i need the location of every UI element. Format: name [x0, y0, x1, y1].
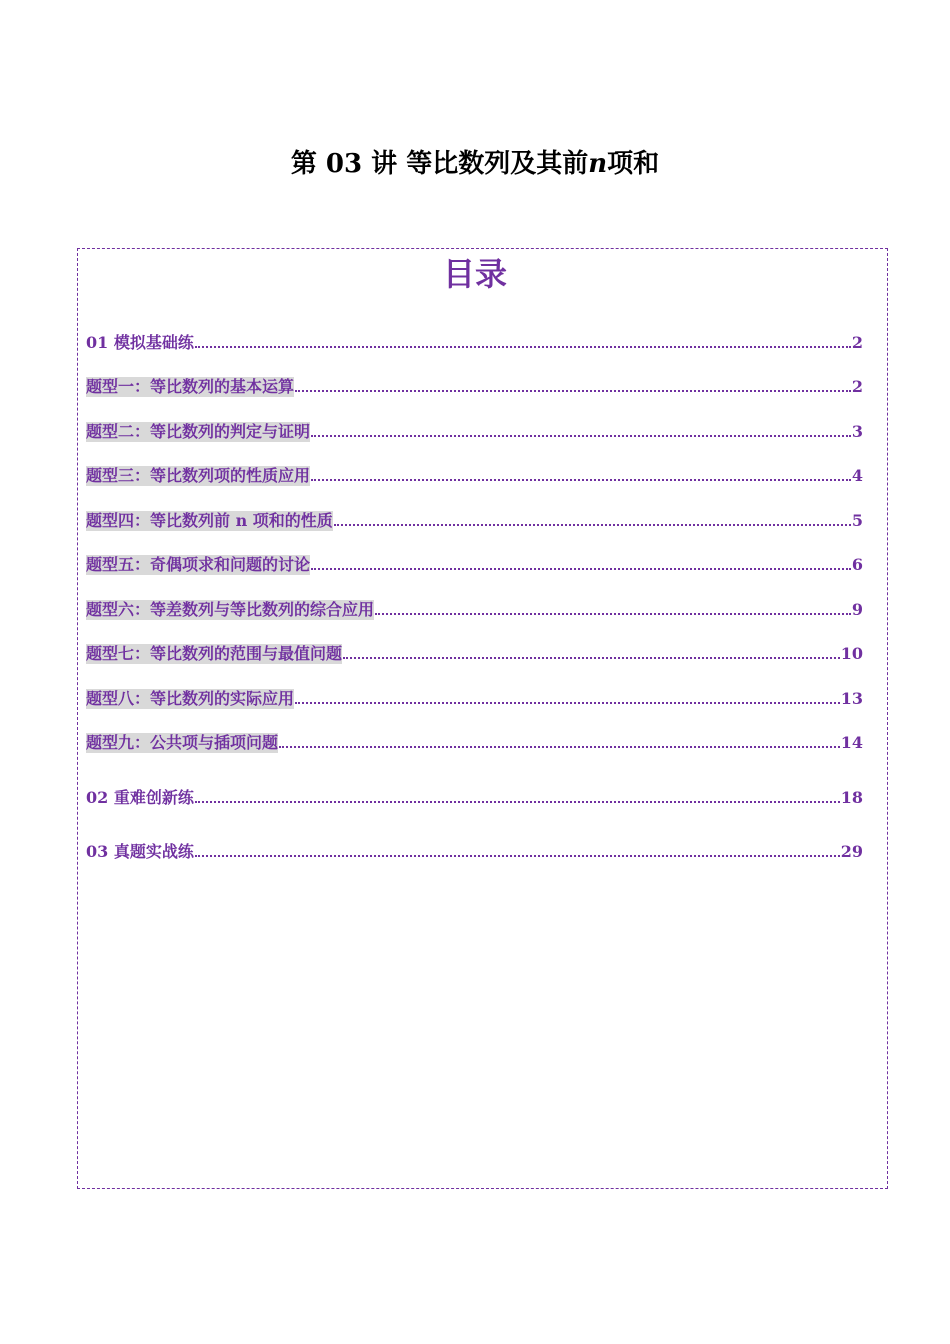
- toc-entry-label: 01 模拟基础练: [86, 333, 194, 352]
- toc-entry-type-5[interactable]: [86, 553, 863, 575]
- toc-page-number: 5: [851, 511, 863, 530]
- toc-dot-leader: [311, 568, 851, 570]
- toc-page-number: 10: [840, 644, 863, 663]
- toc-entry-type-9[interactable]: [86, 731, 863, 753]
- toc-dot-leader: [295, 390, 851, 392]
- document-title: [0, 146, 950, 182]
- toc-entry-label: 题型二：等比数列的判定与证明: [86, 422, 311, 441]
- toc-entry-label: 题型五：奇偶项求和问题的讨论: [86, 555, 311, 574]
- toc-entry-label: 题型四：等比数列前 n 项和的性质: [86, 511, 333, 530]
- toc-dot-leader: [334, 524, 851, 526]
- toc-entry-type-8[interactable]: [86, 687, 863, 709]
- toc-page-number: 2: [851, 377, 863, 396]
- toc-page-number: 9: [851, 600, 863, 619]
- toc-page-number: 4: [851, 466, 863, 485]
- toc-page-number: 29: [840, 842, 863, 861]
- toc-heading: 目录: [442, 255, 507, 293]
- toc-page-number: 2: [851, 333, 863, 352]
- toc-entry-type-2[interactable]: [86, 420, 863, 442]
- title-prefix: 第 03 讲 等比数列及其前: [290, 149, 589, 179]
- toc-dot-leader: [295, 702, 840, 704]
- toc-entry-basic-practice[interactable]: [86, 331, 863, 353]
- toc-dot-leader: [311, 435, 851, 437]
- toc-entry-label: 题型八：等比数列的实际应用: [86, 689, 295, 708]
- toc-dot-leader: [311, 479, 851, 481]
- toc-dot-leader: [195, 801, 840, 803]
- toc-entry-type-3[interactable]: [86, 464, 863, 486]
- toc-dot-leader: [195, 346, 851, 348]
- toc-entry-type-4[interactable]: [86, 509, 863, 531]
- toc-entry-label: 题型三：等比数列项的性质应用: [86, 466, 311, 485]
- toc-page-number: 14: [840, 733, 863, 752]
- toc-entry-label: 题型九：公共项与插项问题: [86, 733, 279, 752]
- toc-page-number: 3: [851, 422, 863, 441]
- toc-page-number: 13: [840, 689, 863, 708]
- toc-entry-hard-innovation-practice[interactable]: [86, 786, 863, 808]
- toc-entry-type-6[interactable]: [86, 598, 863, 620]
- toc-dot-leader: [279, 746, 840, 748]
- toc-dot-leader: [343, 657, 840, 659]
- toc-dot-leader: [195, 855, 840, 857]
- toc-entry-label: 03 真题实战练: [86, 842, 194, 861]
- toc-page-number: 18: [840, 788, 863, 807]
- toc-entry-label: 02 重难创新练: [86, 788, 194, 807]
- toc-page-number: 6: [851, 555, 863, 574]
- toc-dot-leader: [375, 613, 851, 615]
- title-variable-n: n: [588, 149, 608, 179]
- toc-entry-type-1[interactable]: [86, 375, 863, 397]
- toc-entry-type-7[interactable]: [86, 642, 863, 664]
- toc-entry-label: 题型六：等差数列与等比数列的综合应用: [86, 600, 375, 619]
- toc-entry-real-exam-practice[interactable]: [86, 840, 863, 862]
- toc-entry-label: 题型七：等比数列的范围与最值问题: [86, 644, 343, 663]
- title-suffix: 项和: [607, 149, 660, 179]
- toc-entry-label: 题型一：等比数列的基本运算: [86, 377, 295, 396]
